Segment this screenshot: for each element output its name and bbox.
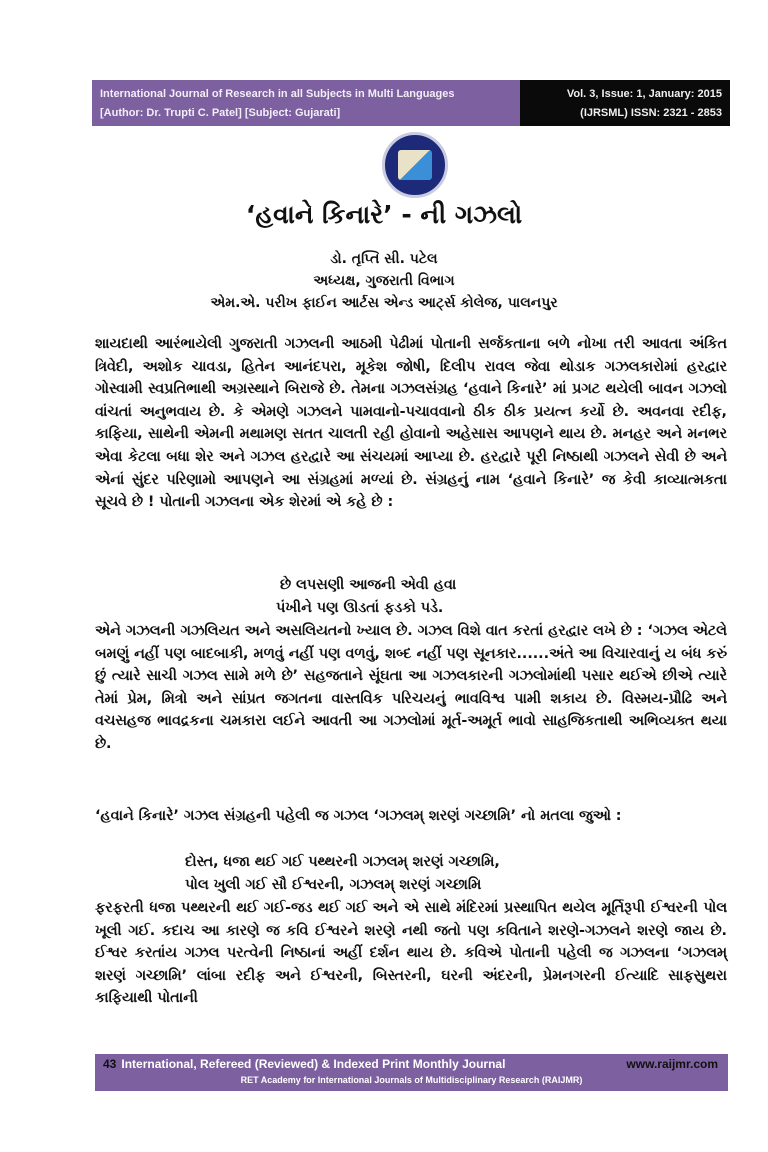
header-left: [92, 80, 520, 126]
author-subject: [Author: Dr. Trupti C. Patel] [Subject: Gujarati]: [100, 106, 341, 119]
byline: [0, 248, 768, 314]
article-title: ‘હવાને કિનારે’ - ની ગઝલો: [245, 200, 523, 229]
raijmr-logo: [382, 132, 448, 198]
paragraph: એને ગઝલની ગઝલિયત અને અસલિયતનો ખ્યાલ છે. ગઝલ વિશે વાત કરતાં હરદ્વાર લખે છે : ‘ગઝલ એટલે બમણું નહીં પણ બાદબાકી, મળવું નહીં પણ વળવું, શબ્દ નહીં પણ સૂનકાર......અંતે આ વિચારવાનું ય બંધ કરું છું ત્યારે સાચી ગઝલ સામે મળે છે’ સહજતાને સૂંઘતા આ ગઝલકારની ગઝલોમાંથી પસાર થઈએ છીએ ત્યારે તેમાં પ્રેમ, મિત્રો અને સાંપ્રત જગતના વાસ્તવિક પરિચયનું ભાવવિશ્વ પામી શકાય છે. વિસ્મય-પ્રૌઢિ અને વચસહજ ભાવદ્રકના ચમકારા લઈને આવતી આ ગઝલોમાં મૂર્ત-અમૂર્ત ભાવો સાહજિકતાથી અભિવ્યક્ત થયા છે.: [95, 623, 727, 752]
author-position: અધ્યક્ષ, ગુજરાતી વિભાગ: [313, 273, 455, 289]
verse-line: પંખીને પણ ઊડતાં ફડકો પડે.: [276, 599, 444, 616]
footer-url[interactable]: www.raijmr.com: [626, 1057, 718, 1071]
paragraph: શાયદાથી આરંભાયેલી ગુજરાતી ગઝલની આઠમી પેઢીમાં પોતાની સર્જકતાના બળે નોખા તરી આવતા અંકિત ત્રિવેદી, અશોક ચાવડા, હિતેન આનંદપરા, મૂકેશ જોષી, દિલીપ રાવલ જેવા થોડાક ગઝલકારોમાં હરદ્વાર ગોસ્વામી સ્વપ્રતિભાથી અગ્રસ્થાને બિરાજે છે. તેમના ગઝલસંગ્રહ ‘હવાને કિનારે’ માં પ્રગટ થયેલી બાવન ગઝલો વાંચતાં અનુભવાય છે. કે એમણે ગઝલને પામવાનો-પચાવવાનો ઠીક ઠીક પ્રયત્ન કર્યો છે. અવનવા રદીફ, કાફિયા, સાથેની એમની મથામણ સતત ચાલતી રહી હોવાનો અહેસાસ આપણને થાય છે. મનહર અને મનભર એવા કેટલા બધા શેર અને ગઝલ હરદ્વારે આ સંચયમાં આપ્યા છે. હરદ્વારે પૂરી નિષ્ઠાથી ગઝલને સેવી છે અને એનાં સુંદર પરિણામો આપણને આ સંગ્રહમાં મળ્યાં છે. સંગ્રહનું નામ ‘હવાને કિનારે’ જ કેવી કાવ્યાત્મકતા સૂચવે છે ! પોતાની ગઝલના એક શેરમાં એ કહે છે :: [95, 336, 727, 511]
author-name: ડો. તૃપ્તિ સી. પટેલ: [330, 251, 438, 267]
footer-journal-type: International, Refereed (Reviewed) & Indexed Print Monthly Journal: [121, 1057, 506, 1071]
verse-line: દોસ્ત, ધજા થઈ ગઈ પથ્થરની ગઝલમ્ શરણં ગચ્છામિ,: [185, 854, 500, 870]
issn: (IJRSML) ISSN: 2321 - 2853: [580, 106, 722, 119]
journal-name: International Journal of Research in all Subjects in Multi Languages: [100, 87, 455, 100]
verse-line: છે લપસણી આજની એવી હવા: [280, 577, 457, 593]
header-right: [520, 80, 730, 126]
verse-line: પોલ ખુલી ગઈ સૌ ઈશ્વરની, ગઝલમ્ શરણં ગચ્છામિ: [185, 876, 482, 893]
page-number: 43: [103, 1057, 117, 1071]
journal-footer: [95, 1054, 728, 1091]
journal-header: [92, 80, 730, 126]
footer-publisher: RET Academy for International Journals of Multidisciplinary Research (RAIJMR): [240, 1075, 583, 1085]
quill-icon: [398, 150, 432, 180]
verse-couplet: [276, 574, 456, 619]
verse-couplet: [185, 851, 500, 896]
paragraph: ફરફરતી ધજા પથ્થરની થઈ ગઈ-જડ થઈ ગઈ અને એ સાથે મંદિરમાં પ્રસ્થાપિત થયેલ મૂર્તિરૂપી ઈશ્વરની પોલ ખૂલી ગઈ. કદાચ આ કારણે જ કવિ ઈશ્વરને શરણે નથી જતો પણ કવિતાને શરણે-ગઝલને શરણે જાય છે. ઈશ્વર કરતાંય ગઝલ પરત્વેની નિષ્ઠાનાં અહીં દર્શન થાય છે. કવિએ પોતાની પહેલી જ ગઝલના ‘ગઝલમ્ શરણં ગચ્છામિ’ લાંબા રદીફ અને ઈશ્વરની, બિસ્તરની, ઘરની અંદરની, પ્રેમનગરની ઈત્યાદિ સાફસુથરા કાફિયાથી પોતાની: [95, 900, 727, 1007]
volume-issue: Vol. 3, Issue: 1, January: 2015: [566, 87, 722, 100]
author-college: એમ.એ. પરીખ ફાઈન આર્ટસ એન્ડ આર્ટ્સ કોલેજ, પાલનપુર: [210, 295, 558, 311]
paragraph: ‘હવાને કિનારે’ ગઝલ સંગ્રહની પહેલી જ ગઝલ ‘ગઝલમ્ શરણં ગચ્છામિ’ નો મતલા જુઓ :: [95, 808, 622, 824]
